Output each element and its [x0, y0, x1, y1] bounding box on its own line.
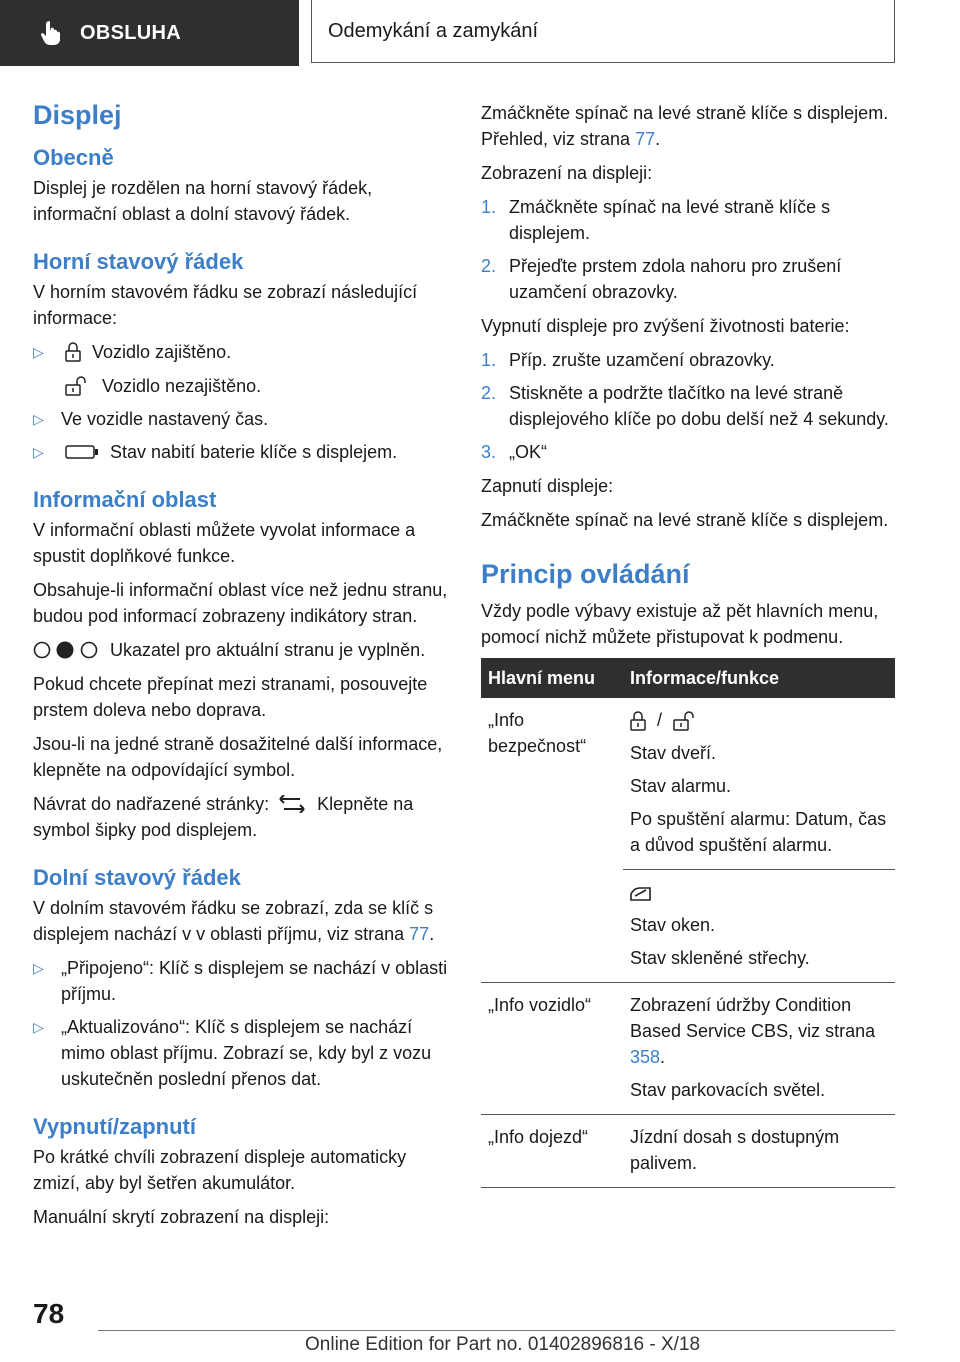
triangle-bullet-icon: ▷	[33, 411, 44, 427]
table-cell: „Info bezpečnost“	[488, 710, 587, 756]
footer-edition: Online Edition for Part no. 01402896816 - X/18	[305, 1334, 701, 1355]
table-text: Stav parkovacích světel.	[630, 1080, 826, 1100]
table-cell	[623, 1115, 895, 1188]
lock-closed-icon	[630, 711, 646, 731]
page-title: Displej	[33, 100, 122, 130]
page-link[interactable]: 77	[635, 129, 656, 149]
heading-info-area: Informační oblast	[33, 487, 217, 512]
list-item: 2. Stiskněte a podržte tlačítko na levé straně displejového klíče po dobu delší než 4 sekundy.	[481, 383, 889, 429]
table-row	[481, 870, 895, 983]
battery-icon	[65, 445, 99, 459]
list-item: 1. Příp. zrušte uzamčení obrazovky.	[481, 350, 775, 370]
lock-open-icon	[65, 376, 91, 396]
back-arrow-icon	[278, 795, 306, 813]
footer-divider	[98, 1330, 895, 1331]
menu-table	[481, 658, 895, 1188]
right-p3: Vypnutí displeje pro zvýšení životnosti baterie:	[481, 316, 850, 336]
heading-general: Obecně	[33, 145, 114, 170]
lock-closed-text: Vozidlo zajištěno.	[92, 342, 232, 362]
info-p3-row	[33, 637, 448, 663]
info-p6a: Návrat do nadřazené stránky:	[33, 794, 270, 814]
left-column	[33, 100, 448, 1238]
table-header: Hlavní menu	[481, 658, 623, 698]
heading-bottom-status: Dolní stavový řádek	[33, 865, 241, 890]
heading-principle: Princip ovládání	[481, 559, 690, 589]
list-item	[33, 1014, 448, 1092]
step-text: „OK“	[509, 442, 547, 462]
heading-top-status: Horní stavový řádek	[33, 249, 244, 274]
table-row	[481, 698, 895, 870]
page-link[interactable]: 358	[630, 1047, 661, 1067]
triangle-bullet-icon: ▷	[33, 444, 44, 460]
section-tab	[0, 0, 299, 66]
table-text: Jízdní dosah s dostupným palivem.	[630, 1127, 840, 1173]
table-row	[481, 1115, 895, 1188]
table-cell: „Info vozidlo“	[481, 983, 623, 1115]
table-cell: Zobrazení údržby Condition Based Service CBS, viz strana 358. Stav parkovacích světel.	[623, 983, 895, 1115]
steps-off	[481, 347, 895, 465]
chapter-tab	[311, 0, 895, 63]
step-text: Stiskněte a podržte tlačítko na levé straně displejového klíče po dobu delší než 4 sekundy.	[509, 383, 889, 429]
window-icon	[630, 884, 652, 902]
bottom-text-row: V dolním stavovém řádku se zobrazí, zda se klíč s displejem nachází v v oblasti příjmu, viz strana 77.	[33, 898, 435, 944]
updated-text: „Aktualizováno“: Klíč s displejem se nachází mimo oblast příjmu. Zobrazí se, kdy byl z vozu uskutečněn poslední přenos dat.	[61, 1017, 432, 1089]
table-row	[481, 983, 895, 1115]
table-text: Stav dveří.	[630, 743, 717, 763]
table-text: Stav skleněné střechy.	[630, 948, 810, 968]
list-item	[33, 955, 448, 1007]
right-column	[481, 100, 895, 1188]
off-p1: Po krátké chvíli zobrazení displeje automaticky zmizí, aby byl šetřen akumulátor.	[33, 1147, 407, 1193]
step-text: Přejeďte prstem zdola nahoru pro zrušení uzamčení obrazovky.	[509, 256, 842, 302]
bottom-status-list	[33, 955, 448, 1092]
right-p5: Zmáčkněte spínač na levé straně klíče s displejem.	[481, 510, 889, 530]
info-p3: Ukazatel pro aktuální stranu je vyplněn.	[110, 640, 426, 660]
table-text: Zobrazení údržby Condition Based Service CBS, viz strana	[630, 995, 876, 1041]
connected-text: „Připojeno“: Klíč s displejem se nachází v oblasti příjmu.	[61, 958, 448, 1004]
top-status-list	[33, 339, 448, 365]
lock-open-text: Vozidlo nezajištěno.	[102, 376, 262, 396]
hand-icon	[40, 20, 62, 46]
off-p2: Manuální skrytí zobrazení na displeji:	[33, 1207, 330, 1227]
list-item	[33, 406, 448, 432]
right-p1-row: Zmáčkněte spínač na levé straně klíče s displejem. Přehled, viz strana 77.	[481, 103, 889, 149]
right-p4: Zapnutí displeje:	[481, 476, 614, 496]
table-header: Informace/funkce	[623, 658, 895, 698]
list-item	[33, 373, 448, 399]
lock-open-icon	[673, 711, 699, 731]
triangle-bullet-icon: ▷	[33, 1019, 44, 1035]
right-p1: Zmáčkněte spínač na levé straně klíče s displejem. Přehled, viz strana	[481, 103, 889, 149]
triangle-bullet-icon: ▷	[33, 960, 44, 976]
info-p1: V informační oblasti můžete vyvolat informace a spustit doplňkové funkce.	[33, 520, 416, 566]
chapter-title: Odemykání a zamykání	[328, 19, 539, 42]
info-p6	[33, 791, 448, 843]
principle-text: Vždy podle výbavy existuje až pět hlavních menu, pomocí nichž můžete přistupovat k podmenu.	[481, 601, 879, 647]
section-title: OBSLUHA	[80, 21, 181, 44]
info-p6b: Klepněte na symbol šipky pod displejem.	[33, 794, 414, 840]
step-text: Příp. zrušte uzamčení obrazovky.	[509, 350, 775, 370]
table-cell	[623, 870, 895, 983]
list-item	[33, 339, 448, 365]
info-p4: Pokud chcete přepínat mezi stranami, posouvejte prstem doleva nebo doprava.	[33, 674, 428, 720]
list-item: 1. Zmáčkněte spínač na levé straně klíče s displejem.	[481, 197, 831, 243]
bottom-text: V dolním stavovém řádku se zobrazí, zda se klíč s displejem nachází v v oblasti příjmu, viz strana	[33, 898, 434, 944]
table-cell	[623, 698, 895, 870]
list-item: 2. Přejeďte prstem zdola nahoru pro zrušení uzamčení obrazovky.	[481, 256, 842, 302]
battery-text: Stav nabití baterie klíče s displejem.	[110, 442, 398, 462]
general-text: Displej je rozdělen na horní stavový řádek, informační oblast a dolní stavový řádek.	[33, 178, 373, 224]
heading-off-on: Vypnutí/zapnutí	[33, 1114, 196, 1139]
page-link[interactable]: 77	[409, 924, 430, 944]
table-cell: „Info dojezd“	[481, 1115, 623, 1188]
table-text: Po spuštění alarmu: Datum, čas a důvod spuštění alarmu.	[630, 809, 887, 855]
top-status-list-2	[33, 406, 448, 465]
list-item	[33, 439, 448, 465]
lock-closed-icon	[65, 342, 81, 362]
table-text: Stav alarmu.	[630, 776, 732, 796]
step-text: Zmáčkněte spínač na levé straně klíče s displejem.	[509, 197, 831, 243]
info-p5: Jsou-li na jedné straně dosažitelné další informace, klepněte na odpovídající symbol.	[33, 734, 443, 780]
steps-unlock	[481, 194, 895, 305]
triangle-bullet-icon: ▷	[33, 344, 44, 360]
list-item: 3. „OK“	[481, 442, 547, 462]
right-p2: Zobrazení na displeji:	[481, 163, 653, 183]
page-indicator-icon	[33, 641, 99, 659]
time-text: Ve vozidle nastavený čas.	[61, 409, 269, 429]
icon-separator: /	[657, 710, 663, 730]
table-text: Stav oken.	[630, 915, 716, 935]
top-intro: V horním stavovém řádku se zobrazí následující informace:	[33, 282, 418, 328]
table-cell	[481, 870, 623, 983]
page-number: 78	[33, 1298, 65, 1329]
info-p2: Obsahuje-li informační oblast více než jednu stranu, budou pod informací zobrazeny indikátory stran.	[33, 580, 448, 626]
